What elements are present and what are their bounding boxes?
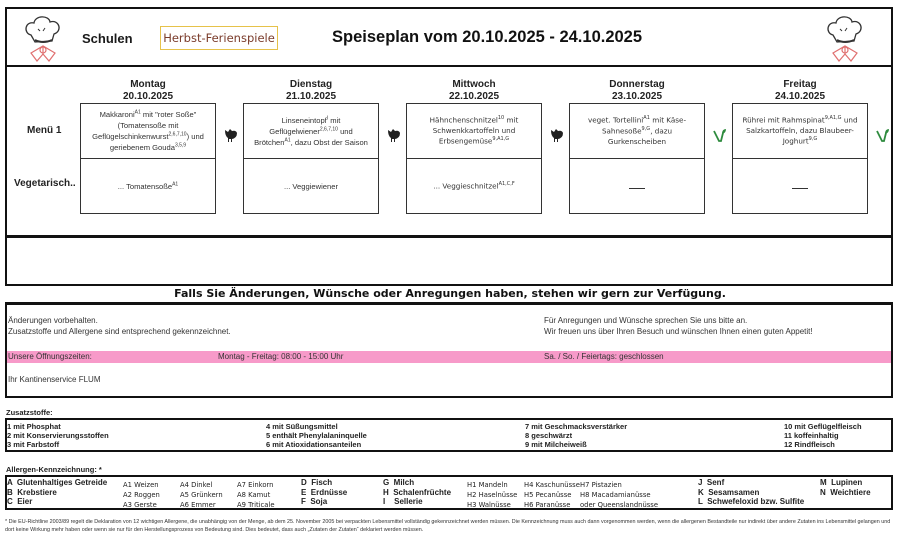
allergens-column — [237, 480, 275, 510]
allergen-code: A1 — [172, 180, 179, 187]
page-title: Speiseplan vom 20.10.2025 - 24.10.2025 — [332, 28, 643, 46]
additives-column — [525, 422, 627, 449]
day-name: Montag — [130, 79, 166, 90]
allergen-item: A2 Roggen — [123, 491, 160, 499]
event-badge: Herbst-Ferienspiele — [160, 26, 278, 50]
feedback-text: Für Anregungen und Wünsche sprechen Sie uns bitte an. — [544, 316, 748, 325]
day-column — [569, 79, 705, 214]
opening-hours-label: Unsere Öffnungszeiten: — [8, 352, 92, 361]
menu1-dish — [406, 103, 542, 159]
dish-text — [433, 181, 514, 192]
allergen-item: H1 Mandeln — [467, 481, 508, 489]
feedback-notice: Falls Sie Änderungen, Wünsche oder Anregungen haben, stehen wir gern zur Verfügung. — [174, 287, 726, 300]
additive-item: 9 mit Milcheiweiß — [525, 440, 587, 449]
vegetarian-dish — [569, 159, 705, 214]
chicken-icon — [224, 127, 238, 143]
opening-hours-bar — [7, 351, 891, 363]
allergen-item: A8 Kamut — [237, 491, 271, 499]
allergen-item: E Erdnüsse — [301, 487, 348, 497]
allergens-column — [580, 480, 658, 510]
additive-item: 7 mit Geschmacksverstärker — [525, 422, 628, 431]
allergen-item: A Glutenhaltiges Getreide — [7, 478, 108, 487]
menu1-dish — [732, 103, 868, 159]
row-label-menu1: Menü 1 — [27, 125, 62, 136]
allergen-item: A5 Grünkern — [180, 491, 223, 499]
dish-fragment: ) und geriebenem Gouda — [109, 132, 204, 152]
dish-fragment: und Salzkartoffeln, dazu Blaubeer-Joghurt — [746, 115, 858, 146]
day-column — [732, 79, 868, 214]
allergen-item: A9 Triticale — [237, 501, 275, 509]
allergen-item: A3 Gerste — [123, 501, 157, 509]
menu-header — [5, 7, 893, 67]
vegetarian-leaf-icon — [876, 127, 890, 143]
dish-fragment: veget. Tortellini — [587, 115, 644, 125]
dish-fragment: Makkaroni — [99, 110, 135, 119]
additive-item: 10 mit Geflügelfleisch — [784, 422, 862, 431]
day-column — [80, 79, 216, 214]
additives-list — [5, 418, 893, 452]
opening-hours-closed: Sa. / So. / Feiertags: geschlossen — [544, 352, 664, 361]
dish-fragment: ... Veggieschnitzel — [433, 180, 499, 190]
dish-text — [792, 181, 808, 192]
allergen-item: A1 Weizen — [123, 481, 159, 489]
allergen-code: I — [326, 114, 329, 121]
dish-fragment: , dazu Obst der Saison — [290, 137, 368, 147]
dish-fragment: und Brötchen — [254, 126, 353, 147]
organization-label: Schulen — [82, 31, 133, 46]
additives-column — [784, 422, 862, 449]
allergen-code: 2,6,7,10 — [319, 125, 338, 132]
chef-logo-icon — [21, 13, 65, 65]
allergen-item: A7 Einkorn — [237, 481, 274, 489]
dish-fragment: , dazu Gurkenscheiben — [607, 126, 673, 146]
allergen-item: N Weichtiere — [820, 487, 871, 497]
allergen-code: 9,G — [808, 136, 818, 143]
signature-text: Ihr Kantinenservice FLUM — [8, 375, 101, 384]
additive-item: 4 mit Süßungsmittel — [266, 422, 338, 431]
allergen-item: A6 Emmer — [180, 501, 216, 509]
additive-item: 8 geschwärzt — [525, 431, 573, 440]
allergen-item: A4 Dinkel — [180, 481, 213, 489]
no-dish-dash — [792, 188, 808, 189]
additives-column — [266, 422, 367, 449]
allergen-code: A1,C,F — [498, 180, 515, 187]
allergens-column — [383, 478, 451, 507]
dish-text — [118, 181, 178, 192]
day-date: 22.10.2025 — [448, 91, 500, 102]
dish-fragment: Rührei mit Rahmspinat — [742, 115, 825, 125]
allergen-item: H2 Haselnüsse — [467, 491, 518, 499]
weekly-menu-grid — [5, 67, 893, 237]
allergen-code: 3,5,9 — [174, 142, 187, 149]
vegetarian-dish — [732, 159, 868, 214]
allergens-column — [467, 480, 517, 510]
dish-text — [739, 115, 861, 147]
eu-directive-footnote: * Die EU-Richtline 2003/89 regelt die Deklaration von 12 wichtigen Allergene, die unabhängig von der Menge, ab dem 25. November 2005 bei verpackten Lebensmittel vollständig gekennzeichnet werden müssen. Die Kennzeichnung muss auch dann vorgenommen werden, wenn die allergenen Bestandteile nur indirekt über andere Zutaten ins Lebensmittel gelangen und dort keine Wirkung mehr haben oder wenn sie nur für den Herstellungsprozess von Bedeutung sind. Dies bedeutet, dass auch „Zutaten der Zutaten“ deklariert werden müssen. — [5, 519, 891, 533]
allergens-title: Allergen-Kennzeichnung: * — [6, 465, 102, 474]
allergens-column — [180, 480, 223, 510]
day-date: 20.10.2025 — [122, 91, 174, 102]
allergen-item: H5 Pecanüsse — [524, 491, 572, 499]
no-dish-dash — [629, 188, 645, 189]
allergen-item: B Krebstiere — [7, 487, 57, 497]
dish-text — [87, 109, 209, 153]
allergen-item: F Soja — [301, 497, 328, 506]
info-box — [5, 302, 893, 398]
additive-item: 11 koffeinhaltig — [784, 431, 839, 440]
additive-item: 6 mit Atioxidationsanteilen — [266, 440, 362, 449]
day-name: Donnerstag — [609, 79, 665, 90]
allergen-item: H8 Macadamianüsse — [580, 491, 651, 499]
dish-fragment: ... Tomatensoße — [117, 181, 173, 191]
dish-fragment: mit Geflügelwiener — [269, 115, 341, 136]
dish-fragment: mit "roter Soße" (Tomatensoße mit Geflügelschinkenwurst — [92, 110, 197, 141]
allergen-code: 9,A1,G — [492, 136, 510, 143]
day-name: Mittwoch — [452, 79, 496, 90]
allergen-code: 10 — [497, 114, 505, 121]
additive-item: 1 mit Phosphat — [7, 422, 61, 431]
allergen-item: H4 Kaschunüsse — [524, 481, 580, 489]
day-date: 21.10.2025 — [285, 91, 337, 102]
dish-fragment: mit Käse-Sahnesoße — [601, 115, 687, 136]
dish-text — [629, 181, 645, 192]
allergen-item: M Lupinen — [820, 478, 863, 487]
day-column — [243, 79, 379, 214]
allergen-item: H3 Walnüsse — [467, 501, 511, 509]
allergens-list — [5, 475, 893, 510]
allergen-code: A1 — [134, 109, 141, 116]
day-column — [406, 79, 542, 214]
dish-fragment: ... Veggiewiener — [283, 181, 339, 191]
dish-fragment: Linseneintopf — [281, 115, 327, 125]
dish-text — [576, 115, 698, 147]
allergens-column — [7, 478, 107, 507]
allergen-item: C Eier — [7, 497, 33, 506]
additives-note-text: Zusatzstoffe und Allergene sind entsprechend gekennzeichnet. — [8, 327, 231, 336]
allergens-column — [820, 478, 871, 497]
vegetarian-leaf-icon — [713, 127, 727, 143]
vegetarian-dish — [80, 159, 216, 214]
additive-item: 2 mit Konservierungsstoffen — [7, 431, 109, 440]
row-label-vegetarian: Vegetarisch.. — [14, 178, 76, 189]
chef-logo-icon — [823, 13, 867, 65]
chicken-icon — [550, 127, 564, 143]
opening-hours-weekdays: Montag - Freitag: 08:00 - 15:00 Uhr — [218, 352, 344, 361]
allergen-code: A1 — [643, 114, 650, 121]
allergen-code: 9,A1,G — [824, 114, 842, 121]
allergens-column — [301, 478, 347, 507]
additive-item: 3 mit Farbstoff — [7, 440, 60, 449]
chicken-icon — [387, 127, 401, 143]
dish-fragment: Hähnchenschnitzel — [429, 115, 498, 125]
changes-reserved-text: Änderungen vorbehalten. — [8, 316, 98, 325]
allergens-column — [524, 480, 580, 510]
vegetarian-dish — [406, 159, 542, 214]
allergens-column — [123, 480, 160, 510]
allergen-item: H Schalenfrüchte — [383, 487, 452, 497]
allergen-item: oder Queenslandnüsse — [580, 501, 659, 509]
dish-text — [413, 115, 535, 147]
allergen-item: K Sesamsamen — [698, 487, 760, 497]
allergen-item: G Milch — [383, 478, 415, 487]
additives-title: Zusatzstoffe: — [6, 408, 53, 417]
additive-item: 12 Rindfleisch — [784, 440, 835, 449]
day-name: Freitag — [783, 79, 817, 90]
menu1-dish — [243, 103, 379, 159]
dish-text — [250, 115, 372, 148]
allergen-item: I Sellerie — [383, 497, 423, 506]
allergens-column — [698, 478, 804, 507]
allergen-item: L Schwefeloxid bzw. Sulfite — [698, 497, 805, 506]
menu1-dish — [80, 103, 216, 159]
dish-text — [284, 181, 338, 192]
appetite-text: Wir freuen uns über Ihren Besuch und wünschen Ihnen einen guten Appetit! — [544, 327, 813, 336]
allergen-item: H7 Pistazien — [580, 481, 622, 489]
dish-fragment: mit Schwenkkartoffeln und Erbsengemüse — [432, 115, 519, 146]
empty-menu-row — [5, 236, 893, 286]
vegetarian-dish — [243, 159, 379, 214]
menu1-dish — [569, 103, 705, 159]
allergen-code: A1 — [284, 136, 291, 143]
allergen-item: J Senf — [698, 478, 725, 487]
allergen-code: 9,G — [641, 125, 651, 132]
day-date: 24.10.2025 — [774, 91, 826, 102]
additives-column — [7, 422, 109, 449]
additive-item: 5 enthält Phenylalaninquelle — [266, 431, 367, 440]
allergen-item: D Fisch — [301, 478, 333, 487]
allergen-item: H6 Paranüsse — [524, 501, 571, 509]
day-date: 23.10.2025 — [611, 91, 663, 102]
day-name: Dienstag — [289, 79, 333, 90]
allergen-code: 2,6,7,10 — [168, 131, 187, 138]
